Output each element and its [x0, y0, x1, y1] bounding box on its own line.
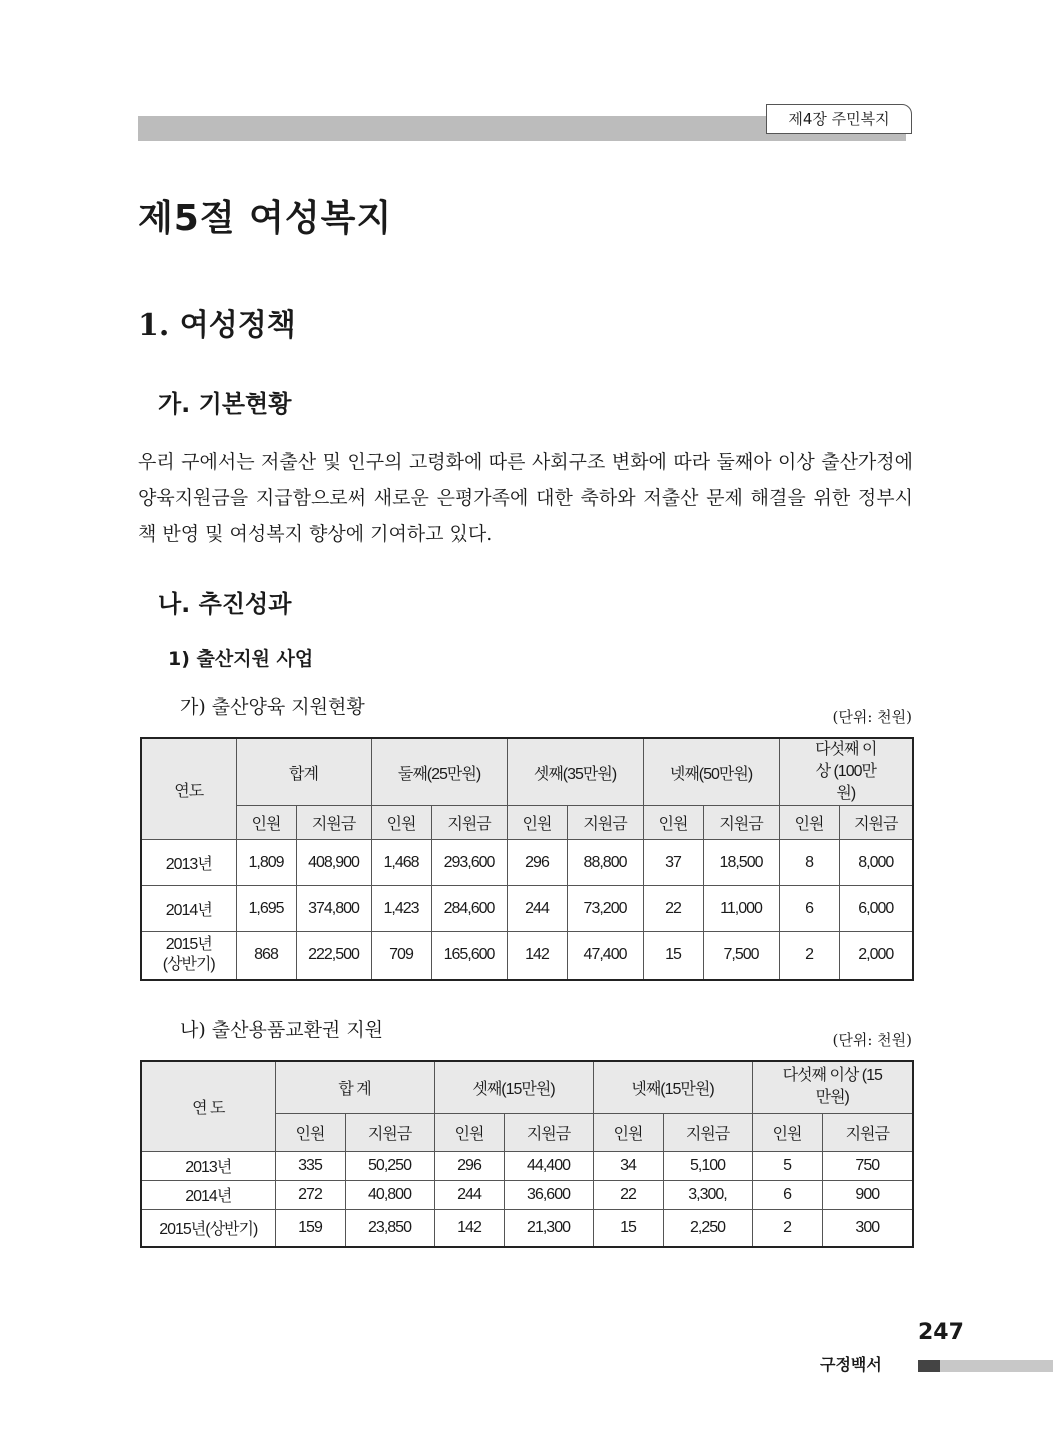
group-header: 합계	[236, 738, 371, 806]
sub-header-count: 인원	[371, 806, 431, 840]
table2-caption: 나) 출산용품교환권 지원	[180, 1019, 384, 1041]
group-header: 셋째(35만원)	[507, 738, 643, 806]
sub-header-count: 인원	[593, 1113, 663, 1151]
sub-header-amount: 지원금	[703, 806, 779, 840]
cell: 300	[822, 1209, 913, 1247]
group-header: 다섯째 이상 (100만원)	[779, 738, 913, 806]
cell: 709	[371, 932, 431, 980]
heading-basic-status: 가. 기본현황	[158, 390, 292, 418]
cell: 868	[236, 932, 296, 980]
footer-bar-light	[940, 1360, 1053, 1372]
chapter-tab: 제4장 주민복지	[766, 104, 912, 134]
cell: 7,500	[703, 932, 779, 980]
cell: 165,600	[431, 932, 507, 980]
table2-unit: (단위: 천원)	[832, 1031, 912, 1049]
cell: 15	[643, 932, 703, 980]
table-row	[141, 886, 913, 932]
cell: 22	[643, 886, 703, 932]
cell: 6,000	[839, 886, 913, 932]
group-header: 셋째(15만원)	[434, 1061, 593, 1113]
group-header: 넷째(50만원)	[643, 738, 779, 806]
cell: 272	[275, 1180, 345, 1209]
cell: 142	[507, 932, 567, 980]
cell: 296	[507, 840, 567, 886]
cell: 5	[752, 1151, 822, 1180]
cell: 408,900	[296, 840, 371, 886]
table-row	[141, 932, 913, 980]
cell: 284,600	[431, 886, 507, 932]
cell: 36,600	[504, 1180, 593, 1209]
cell: 3,300,	[663, 1180, 752, 1209]
table-row	[141, 1151, 913, 1180]
cell: 2	[779, 932, 839, 980]
cell: 244	[434, 1180, 504, 1209]
cell: 2,000	[839, 932, 913, 980]
cell: 159	[275, 1209, 345, 1247]
sub-header-count: 인원	[643, 806, 703, 840]
cell: 1,423	[371, 886, 431, 932]
sub-header-count: 인원	[507, 806, 567, 840]
group-header: 다섯째 이상 (15만원)	[752, 1061, 913, 1113]
year-cell: 2015년(상반기)	[141, 1209, 275, 1247]
sub-header-count: 인원	[434, 1113, 504, 1151]
year-cell: 2014년	[141, 886, 236, 932]
cell: 335	[275, 1151, 345, 1180]
cell: 244	[507, 886, 567, 932]
cell: 73,200	[567, 886, 643, 932]
sub-header-amount: 지원금	[345, 1113, 434, 1151]
cell: 5,100	[663, 1151, 752, 1180]
group-header: 넷째(15만원)	[593, 1061, 752, 1113]
cell: 37	[643, 840, 703, 886]
cell: 1,695	[236, 886, 296, 932]
cell: 11,000	[703, 886, 779, 932]
cell: 222,500	[296, 932, 371, 980]
cell: 8,000	[839, 840, 913, 886]
year-cell: 2014년	[141, 1180, 275, 1209]
group-header: 합 계	[275, 1061, 434, 1113]
group-header: 둘째(25만원)	[371, 738, 507, 806]
subheading-birth-support: 1) 출산지원 사업	[168, 648, 314, 670]
footer-bar-dark	[918, 1360, 940, 1372]
cell: 34	[593, 1151, 663, 1180]
sub-header-count: 인원	[779, 806, 839, 840]
cell: 900	[822, 1180, 913, 1209]
year-cell: 2013년	[141, 1151, 275, 1180]
page-number: 247	[918, 1320, 964, 1345]
cell: 15	[593, 1209, 663, 1247]
birth-support-table	[140, 737, 914, 981]
cell: 23,850	[345, 1209, 434, 1247]
table-row	[141, 1209, 913, 1247]
sub-header-amount: 지원금	[663, 1113, 752, 1151]
cell: 88,800	[567, 840, 643, 886]
section-title: 제5절 여성복지	[138, 198, 393, 239]
cell: 374,800	[296, 886, 371, 932]
sub-header-amount: 지원금	[431, 806, 507, 840]
cell: 6	[779, 886, 839, 932]
table1-unit: (단위: 천원)	[832, 708, 912, 726]
cell: 2	[752, 1209, 822, 1247]
sub-header-amount: 지원금	[504, 1113, 593, 1151]
cell: 47,400	[567, 932, 643, 980]
table1-caption: 가) 출산양육 지원현황	[180, 696, 365, 718]
cell: 21,300	[504, 1209, 593, 1247]
cell: 6	[752, 1180, 822, 1209]
table-row	[141, 1180, 913, 1209]
cell: 142	[434, 1209, 504, 1247]
intro-paragraph: 우리 구에서는 저출산 및 인구의 고령화에 따른 사회구조 변화에 따라 둘째아 이상 출산가정에 양육지원금을 지급함으로써 새로운 은평가족에 대한 축하와 저출산 문제 해결을 위한 정부시책 반영 및 여성복지 향상에 기여하고 있다.	[138, 451, 913, 545]
cell: 293,600	[431, 840, 507, 886]
cell: 8	[779, 840, 839, 886]
year-text: 2015년	[165, 936, 212, 954]
sub-header-count: 인원	[275, 1113, 345, 1151]
heading-women-policy: 1. 여성정책	[138, 308, 296, 343]
heading-achievements: 나. 추진성과	[158, 590, 292, 618]
cell: 296	[434, 1151, 504, 1180]
year-header: 연 도	[141, 1061, 275, 1151]
cell: 750	[822, 1151, 913, 1180]
sub-header-amount: 지원금	[296, 806, 371, 840]
sub-header-amount: 지원금	[839, 806, 913, 840]
year-cell	[141, 932, 236, 980]
sub-header-count: 인원	[236, 806, 296, 840]
cell: 22	[593, 1180, 663, 1209]
footer-book-title: 구정백서	[820, 1355, 882, 1374]
cell: 1,468	[371, 840, 431, 886]
cell: 18,500	[703, 840, 779, 886]
birth-goods-voucher-table	[140, 1060, 914, 1248]
cell: 50,250	[345, 1151, 434, 1180]
sub-header-amount: 지원금	[822, 1113, 913, 1151]
sub-header-count: 인원	[752, 1113, 822, 1151]
year-header: 연도	[141, 738, 236, 840]
year-cell: 2013년	[141, 840, 236, 886]
table-row	[141, 840, 913, 886]
cell: 2,250	[663, 1209, 752, 1247]
cell: 40,800	[345, 1180, 434, 1209]
sub-header-amount: 지원금	[567, 806, 643, 840]
year-note: (상반기)	[162, 956, 215, 974]
cell: 1,809	[236, 840, 296, 886]
cell: 44,400	[504, 1151, 593, 1180]
